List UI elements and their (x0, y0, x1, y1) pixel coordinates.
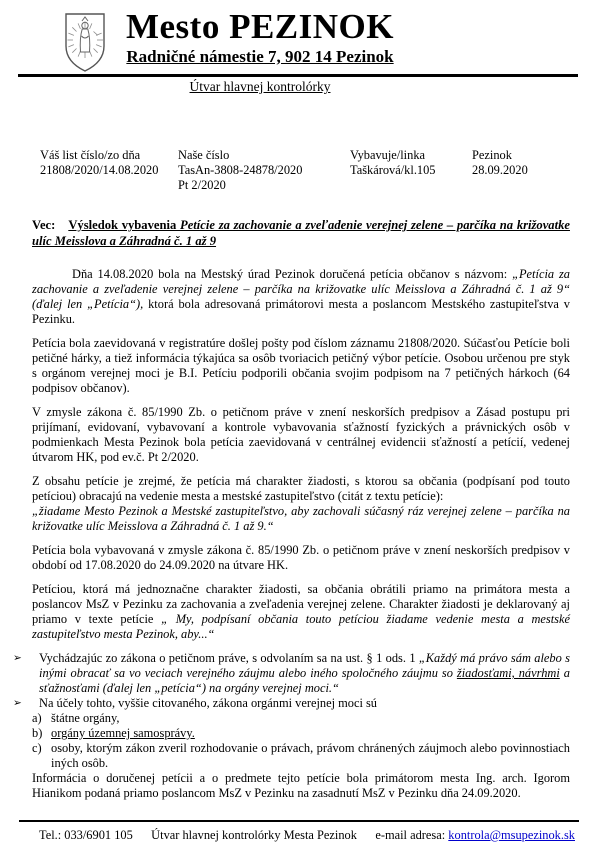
paragraph (32, 267, 570, 327)
header-rule (18, 74, 578, 77)
ref-place-date (472, 148, 600, 193)
text-run: „žiadame Mesto Pezinok a Mestské zastupiteľstvo, aby zachovali súčasný ráz verejnej zelene – parčíka na križovatke ulíc Meisslova a Záhradná č. 1 až 9.“ (32, 504, 570, 533)
text-run: žiadosťami, návrhmi (456, 666, 560, 680)
lettered-list-item (32, 741, 570, 771)
paragraph (32, 474, 570, 534)
ref-value: Pt 2/2020 (178, 178, 226, 192)
ref-label: Váš list číslo/zo dňa (40, 148, 141, 162)
text-run: Dňa 14.08.2020 bola na Mestský úrad Pezinok doručená petícia občanov s názvom: (72, 267, 513, 281)
text-run: Vychádzajúc zo zákona o petičnom práve, s odvolaním sa na ust. § 1 ods. 1 (39, 651, 419, 665)
text-run: Petíciou, ktorá má jednoznačne charakter žiadosti, sa občania obrátili priamo na primátora mesta a poslancov MsZ v Pezinku za zachovania a zveľadenia verejnej zelene. Charakter žiadosti je deklarovaný aj priamo v texte petície (32, 582, 570, 626)
paragraph (32, 543, 570, 573)
text-run: Výsledok vybavenia (68, 218, 181, 232)
ref-label: Pezinok (472, 148, 512, 162)
bullet-item (13, 696, 570, 711)
ref-value: Taškárová/kl.105 (350, 163, 436, 177)
arrow-bullet-icon: ➢ (13, 697, 22, 709)
text-run: a sťažnosťami (ďalej len „petícia“) na orgány verejnej moci.“ (39, 666, 570, 695)
footer-email-label: e-mail adresa: (375, 828, 446, 842)
text-run: Informácia o doručenej petícii a o predmete tejto petície bola primátorom mesta Ing. arch. Igorom Hianikom podaná priamo poslancom MsZ v Pezinku na zasadnutí MsZ v Pezinku dňa 24.09.2020. (32, 771, 570, 800)
letterhead (0, 0, 600, 92)
text-run: „Petícia za zachovanie a zveľadenie verejnej zelene – parčíka na križovatke ulíc Meisslova a Záhradná č. 1 až 9“ (ďalej len „Petícia“), (32, 267, 570, 311)
ref-value: 21808/2020/14.08.2020 (40, 163, 159, 177)
ref-handler (350, 148, 472, 193)
footer-telephone: Tel.: 033/6901 105 (39, 828, 133, 842)
text-run: osoby, ktorým zákon zveril rozhodovanie o právach, právom chránených záujmoch alebo povinnostiach iných osôb. (51, 741, 570, 770)
footer-email-row (375, 828, 575, 843)
lettered-list-item (32, 711, 570, 726)
text-run: „ My, podpísaní občania touto petíciou žiadame vedenie mesta a mestské zastupiteľstvo mesta Pezinok, aby...“ (32, 612, 570, 641)
ref-value: 28.09.2020 (472, 163, 528, 177)
text-run: „Každý má právo sám alebo s inými obracať sa vo veciach verejného záujmu alebo iného spoločného záujmu so (39, 651, 570, 680)
text-run: Na účely tohto, vyššie citovaného, zákona orgánmi verejnej moci sú (39, 696, 378, 710)
subject-label: Vec: (32, 218, 56, 232)
ref-your-letter (40, 148, 178, 193)
text-run: orgány územnej samosprávy. (51, 726, 195, 740)
city-address: Radničné námestie 7, 902 14 Pezinok (126, 47, 394, 66)
text-run: Petície za zachovanie a zveľadenie verejnej zelene – parčíka na križovatke ulíc Meisslova a Záhradná č. 1 až 9 (32, 218, 570, 248)
department-name: Útvar hlavnej kontrolórky (189, 79, 331, 94)
text-run: Z obsahu petície je zrejmé, že petícia má charakter žiadosti, s ktorou sa občania (podpísaní pod touto petíciou) obracajú na vedenie mesta a mestské zastupiteľstvo (citát z textu petície): (32, 474, 570, 503)
text-run: ktorá bola adresovaná primátorovi mesta a poslancom Mestského zastupiteľstva v Pezinku. (32, 297, 570, 326)
letter-body (0, 267, 600, 801)
footer-department: Útvar hlavnej kontrolórky Mesta Pezinok (151, 828, 357, 842)
subject-line (0, 217, 600, 249)
text-run: Petícia bola zaevidovaná v registratúre došlej pošty pod číslom záznamu 21808/2020. Súčasťou Petície boli petičné hárky, a tiež informácia týkajúca sa osôb tvoriacich petičný výbor petície. Osobou určenou pre styk s orgánom verejnej moci je B.I. Petíciu podporili občania svojim podpisom na 7 petičných hárkoch (64 podpisov občanov). (32, 336, 570, 395)
text-run: štátne orgány, (51, 711, 120, 725)
list-letter-marker: a) (32, 711, 42, 725)
list-letter-marker: c) (32, 741, 42, 755)
city-name: Mesto PEZINOK (125, 7, 394, 46)
ref-label: Vybavuje/linka (350, 148, 426, 162)
paragraph (32, 771, 570, 801)
paragraph (32, 582, 570, 642)
text-run: Petícia bola vybavovaná v zmysle zákona č. 85/1990 Zb. o petičnom práve v znení neskorších predpisov v období od 17.08.2020 do 24.09.2020 na útvare HK. (32, 543, 570, 572)
bullet-item (13, 651, 570, 696)
reference-block (0, 148, 600, 193)
paragraph (32, 336, 570, 396)
ref-value: TasAn-3808-24878/2020 (178, 163, 303, 177)
ref-our-number (178, 148, 350, 193)
footer-email-link[interactable]: kontrola@msupezinok.sk (448, 828, 575, 842)
text-run: V zmysle zákona č. 85/1990 Zb. o petičnom práve v znení neskorších predpisov a Zásad postupu pri prijímaní, evidovaní, vybavovaní a kontrole vybavovania sťažností fyzických a právnických osôb v podmienkach Mesta Pezinok bola petícia zaevidovaná v centrálnej evidencii sťažností a petícií, vedenej útvarom HK, pod ev.č. Pt 2/2020. (32, 405, 570, 464)
ref-label: Naše číslo (178, 148, 230, 162)
lettered-list-item (32, 726, 570, 741)
paragraph (32, 405, 570, 465)
page-footer (19, 820, 579, 843)
list-letter-marker: b) (32, 726, 43, 740)
arrow-bullet-icon: ➢ (13, 652, 22, 664)
